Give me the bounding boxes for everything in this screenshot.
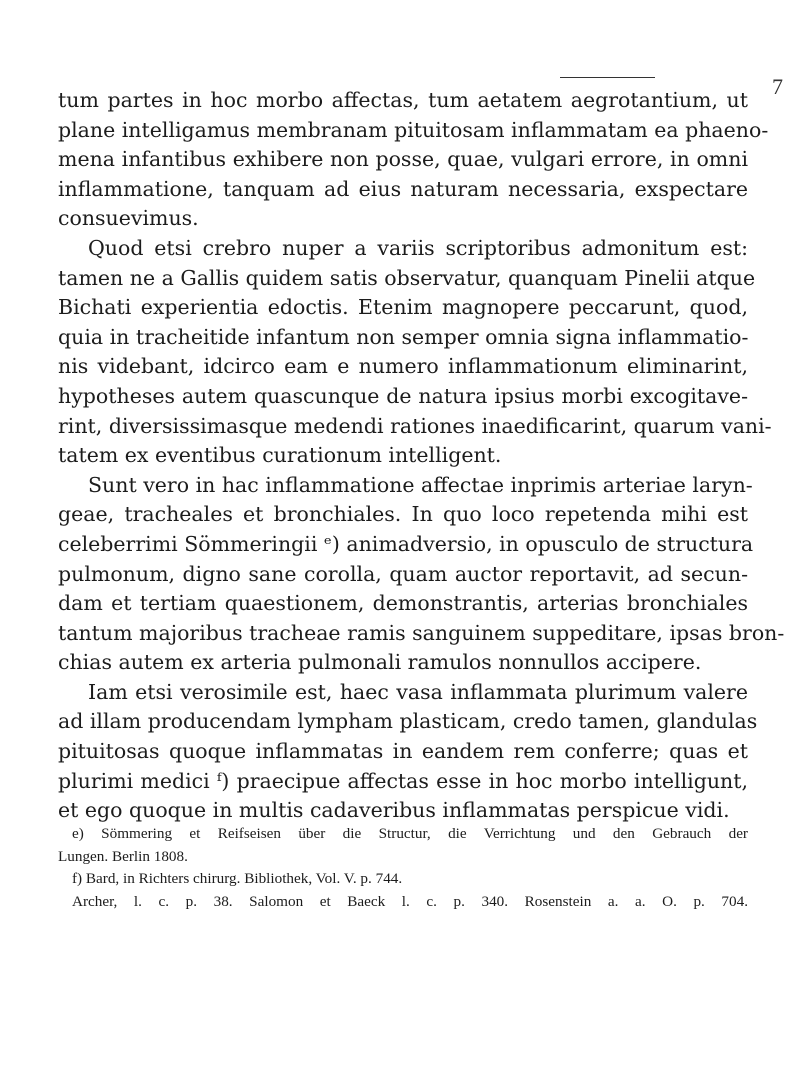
text-line: geae, tracheales et bronchiales. In quo loco repetenda mihi est [58, 502, 748, 527]
text-line: pulmonum, digno sane corolla, quam auctor reportavit, ad secun- [58, 561, 748, 586]
text-line: celeberrimi Sömmeringii ᵉ) animadversio, in opusculo de structura [58, 531, 754, 556]
text-line: Quod etsi crebro nuper a variis scriptoribus admonitum est: [88, 235, 748, 260]
text-line: Sunt vero in hac inflammatione affectae inprimis arteriae laryn- [88, 472, 753, 497]
text-line: ad illam producendam lympham plasticam, credo tamen, glandulas [58, 709, 758, 734]
text-line: et ego quoque in multis cadaveribus inflammatas perspicue vidi. [58, 798, 730, 823]
text-line: tum partes in hoc morbo affectas, tum aetatem aegrotantium, ut [58, 88, 748, 112]
paragraph-4 [58, 678, 758, 826]
body-text [58, 86, 785, 826]
text-line: tatem ex eventibus curationum intelligent. [58, 443, 502, 468]
footnote-e: e) Sömmering et Reifseisen über die Structur, die Verrichtung und den Gebrauch der [72, 825, 748, 842]
paragraph-3 [58, 471, 785, 678]
text-line: tantum majoribus tracheae ramis sanguinem suppeditare, ipsas bron- [58, 620, 785, 645]
page-number: 7 [772, 74, 783, 99]
text-line: pituitosas quoque inflammatas in eandem rem conferre; quas et [58, 739, 748, 764]
text-line: dam et tertiam quaestionem, demonstrantis, arterias bronchiales [58, 591, 748, 616]
footnotes [58, 823, 748, 913]
text-line: tamen ne a Gallis quidem satis observatur, quanquam Pinelii atque [58, 265, 756, 290]
footnote-f-continued: Archer, l. c. p. 38. Salomon et Baeck l. c. p. 340. Rosenstein a. a. O. p. 704. [72, 892, 748, 910]
text-line: plane intelligamus membranam pituitosam inflammatam ea phaeno- [58, 117, 769, 142]
text-line: chias autem ex arteria pulmonali ramulos nonnullos accipere. [58, 650, 702, 675]
text-line: mena infantibus exhibere non posse, quae, vulgari errore, in omni [58, 147, 748, 172]
text-line: Bichati experientia edoctis. Etenim magnopere peccarunt, quod, [58, 295, 748, 320]
footnote-e-continued: Lungen. Berlin 1808. [58, 847, 188, 865]
text-line: Iam etsi verosimile est, haec vasa inflammata plurimum valere [88, 679, 748, 704]
text-line: consuevimus. [58, 206, 199, 231]
text-line: inflammatione, tanquam ad eius naturam necessaria, exspectare [58, 176, 748, 201]
text-line: quia in tracheitide infantum non semper omnia signa inflammatio- [58, 324, 749, 349]
paragraph-1 [58, 86, 769, 234]
text-line: hypotheses autem quascunque de natura ipsius morbi excogitave- [58, 383, 748, 408]
text-line: rint, diversissimasque medendi rationes inaedificarint, quarum vani- [58, 413, 772, 438]
footnote-f: f) Bard, in Richters chirurg. Bibliothek, Vol. V. p. 744. [72, 870, 403, 888]
text-line: nis videbant, idcirco eam e numero inflammationum eliminarint, [58, 354, 748, 379]
text-line: plurimi medici ᶠ) praecipue affectas esse in hoc morbo intelligunt, [58, 768, 748, 793]
paragraph-2 [58, 234, 772, 471]
header-rule [560, 77, 655, 78]
